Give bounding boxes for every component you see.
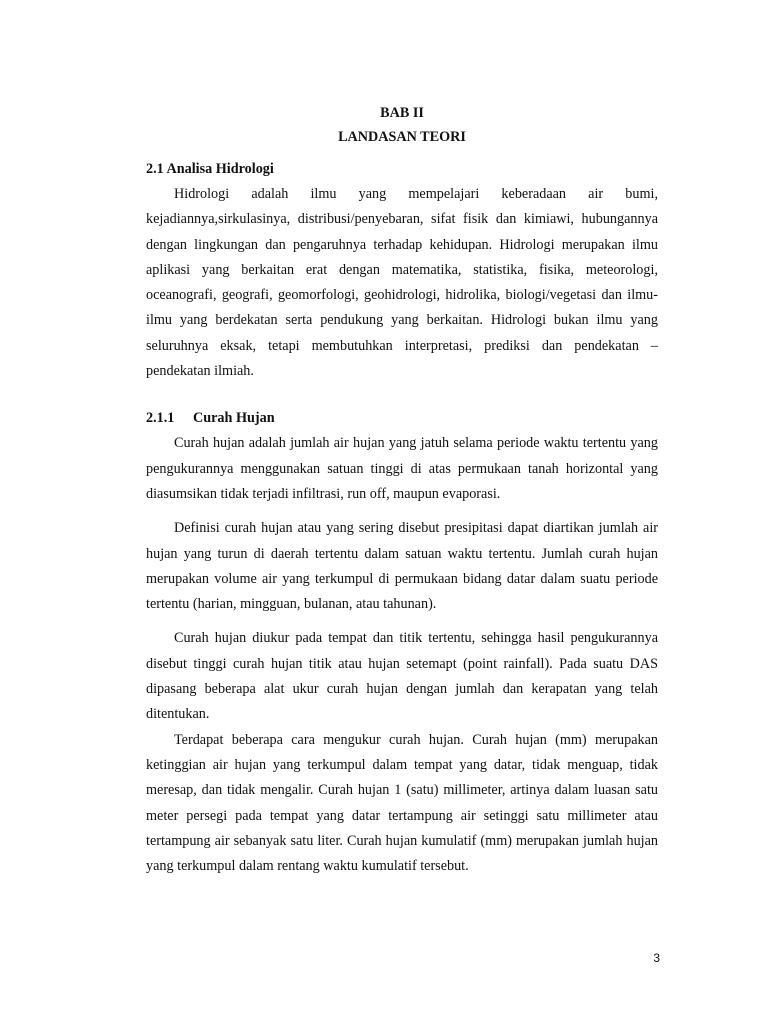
chapter-title: BAB II: [380, 105, 424, 121]
spacer: [146, 617, 658, 626]
spacer: [146, 384, 658, 406]
chapter-subtitle: LANDASAN TEORI: [338, 129, 466, 145]
subsection-paragraph-1: Curah hujan adalah jumlah air hujan yang jatuh selama periode waktu tertentu yang pengukurannya menggunakan satuan tinggi di atas permukaan tanah horizontal yang diasumsikan tidak terjadi infiltrasi, run off, maupun evaporasi.: [146, 435, 658, 502]
section-heading: 2.1 Analisa Hidrologi: [146, 161, 274, 177]
subsection-heading: [146, 406, 658, 431]
section-paragraph-1: Hidrologi adalah ilmu yang mempelajari keberadaan air bumi, kejadiannya,sirkulasinya, distribusi/penyebaran, sifat fisik dan kimiawi, hubungannya dengan lingkungan dan pengaruhnya terhadap kehidupan. Hidrologi merupakan ilmu aplikasi yang berkaitan erat dengan matematika, statistika, fisika, meteorologi, oceanografi, geografi, geomorfologi, geohidrologi, hidrolika, biologi/vegetasi dan ilmu-ilmu yang berdekatan serta pendukung yang berkaitan. Hidrologi bukan ilmu yang seluruhnya eksak, tetapi membutuhkan interpretasi, prediksi dan pendekatan – pendekatan ilmiah.: [146, 186, 658, 380]
subsection-paragraph-4: Terdapat beberapa cara mengukur curah hujan. Curah hujan (mm) merupakan ketinggian air hujan yang terkumpul dalam tempat yang datar, tidak menguap, tidak meresap, dan tidak mengalir. Curah hujan 1 (satu) millimeter, artinya dalam luasan satu meter persegi pada tempat yang datar tertampung air setinggi satu millimeter atau tertampung air sebanyak satu liter. Curah hujan kumulatif (mm) merupakan jumlah hujan yang terkumpul dalam rentang waktu kumulatif tersebut.: [146, 731, 658, 875]
page-number: 3: [653, 951, 660, 965]
subsection-paragraph-2: Definisi curah hujan atau yang sering disebut presipitasi dapat diartikan jumlah air hujan yang turun di daerah tertentu dalam satuan waktu tertentu. Jumlah curah hujan merupakan volume air yang terkumpul di permukaan bidang datar dalam suatu periode tertentu (harian, mingguan, bulanan, atau tahunan).: [146, 520, 658, 613]
subsection-number: 2.1.1: [146, 410, 175, 427]
subsection-title: Curah Hujan: [193, 410, 275, 427]
spacer: [146, 507, 658, 516]
subsection-paragraph-3: Curah hujan diukur pada tempat dan titik tertentu, sehingga hasil pengukurannya disebut tinggi curah hujan titik atau hujan setemapt (point rainfall). Pada suatu DAS dipasang beberapa alat ukur curah hujan dengan jumlah dan kerapatan yang telah ditentukan.: [146, 630, 658, 723]
page-content: [146, 101, 658, 879]
